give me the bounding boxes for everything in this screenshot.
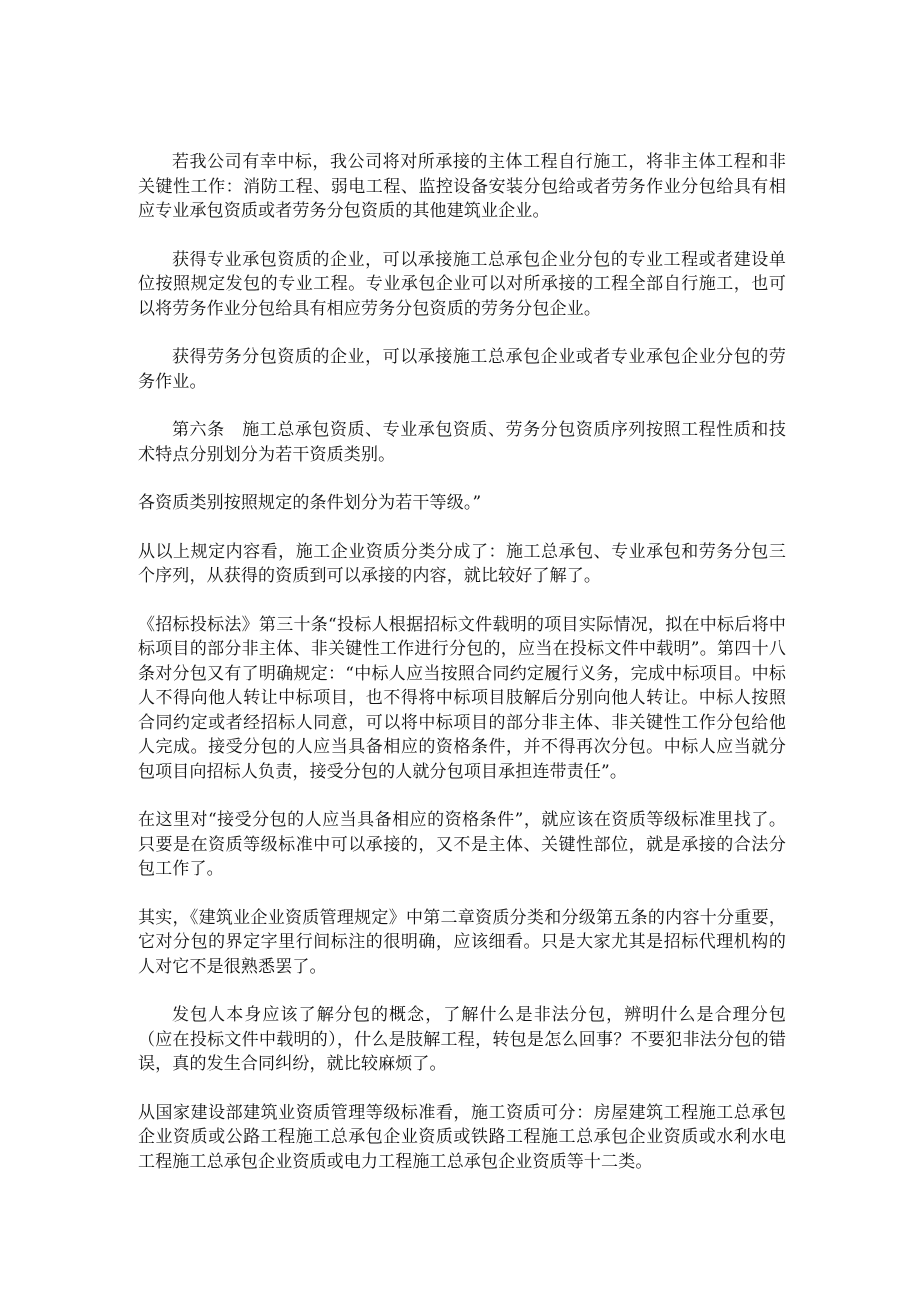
paragraph-qualification-grades: 各资质类别按照规定的条件划分为若干等级。” <box>138 493 482 513</box>
paragraph-classification-summary: 从以上规定内容看，施工企业资质分类分成了：施工总承包、专业承包和劳务分包三个序列，从获得的资质到可以承接的内容，就比较好了解了。 <box>138 541 786 586</box>
paragraph-subcontract-commitment: 若我公司有幸中标，我公司将对所承接的主体工程自行施工，将非主体工程和非关键性工作：消防工程、弱电工程、监控设备安装分包给或者劳务作业分包给具有相应专业承包资质或者劳务分包资质的其他建筑业企业。 <box>138 152 786 221</box>
paragraph-specialty-contracting: 获得专业承包资质的企业，可以承接施工总承包企业分包的专业工程或者建设单位按照规定发包的专业工程。专业承包企业可以对所承接的工程全部自行施工，也可以将劳务作业分包给具有相应劳务分包资质的劳务分包企业。 <box>138 249 786 319</box>
paragraph-bidding-law: 《招标投标法》第三十条“投标人根据招标文件载明的项目实际情况，拟在中标后将中标项目的部分非主体、非关键性工作进行分包的，应当在投标文件中载明”。第四十八条对分包又有了明确规定：“中标人应当按照合同约定履行义务，完成中标项目。中标人不得向他人转让中标项目，也不得将中标项目肢解后分别向他人转让。中标人按照合同约定或者经招标人同意，可以将中标项目的部分非主体、非关键性工作分包给他人完成。接受分包的人应当具备相应的资格条件，并不得再次分包。中标人应当就分包项目向招标人负责，接受分包的人就分包项目承担连带责任”。 <box>138 614 786 782</box>
paragraph-regulation-importance: 其实，《建筑业企业资质管理规定》中第二章资质分类和分级第五条的内容十分重要，它对分包的界定字里行间标注的很明确，应该细看。只是大家尤其是招标代理机构的人对它不是很熟悉罢了。 <box>138 907 786 977</box>
paragraph-illegal-subcontracting: 发包人本身应该了解分包的概念，了解什么是非法分包，辨明什么是合理分包（应在投标文件中载明的），什么是肢解工程，转包是怎么回事？不要犯非法分包的错误，真的发生合同纠纷，就比较麻烦了。 <box>138 1005 786 1074</box>
document-body <box>138 150 786 1198</box>
paragraph-qualification-categories: 从国家建设部建筑业资质管理等级标准看，施工资质可分：房屋建筑工程施工总承包企业资质或公路工程施工总承包企业资质或铁路工程施工总承包企业资质或水利水电工程施工总承包企业资质或电力工程施工总承包企业资质等十二类。 <box>138 1102 786 1172</box>
paragraph-qualification-conditions: 在这里对“接受分包的人应当具备相应的资格条件”，就应该在资质等级标准里找了。只要是在资质等级标准中可以承接的，又不是主体、关键性部位，就是承接的合法分包工作了。 <box>138 810 786 879</box>
paragraph-labor-subcontracting: 获得劳务分包资质的企业，可以承接施工总承包企业或者专业承包企业分包的劳务作业。 <box>138 347 786 392</box>
paragraph-article-six: 第六条 施工总承包资质、专业承包资质、劳务分包资质序列按照工程性质和技术特点分别划分为若干资质类别。 <box>138 420 786 465</box>
